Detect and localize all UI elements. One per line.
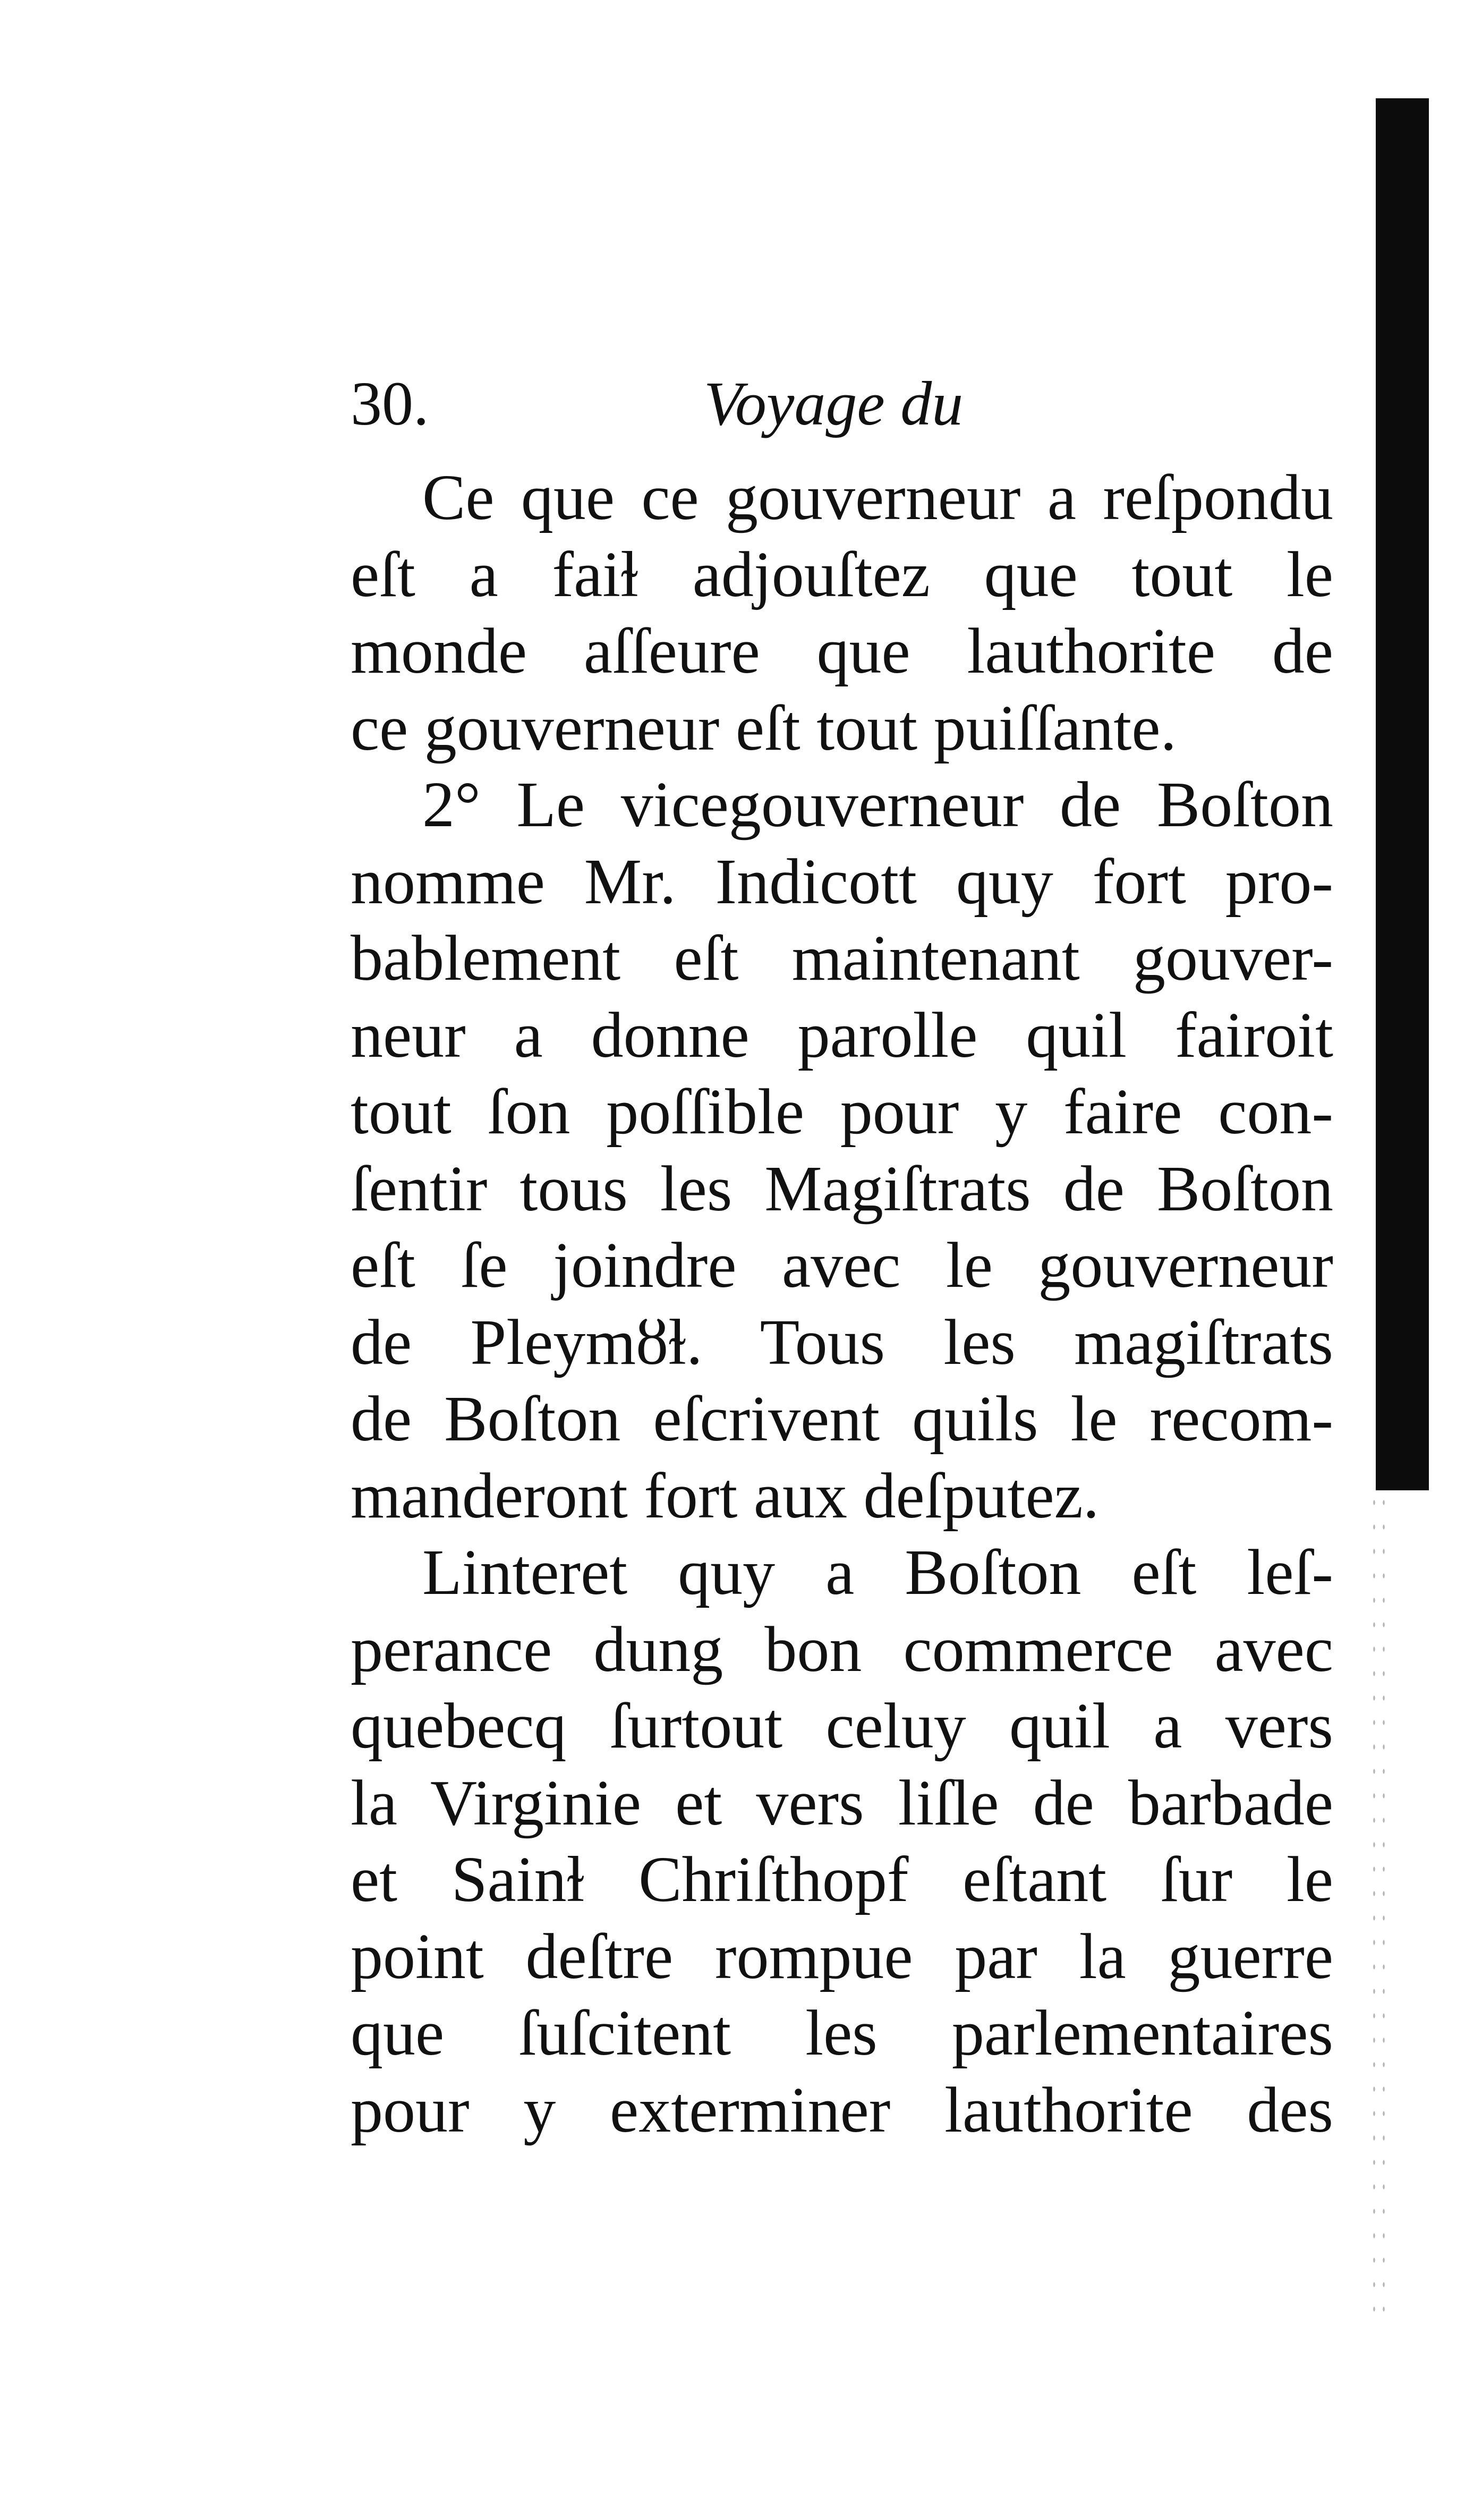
body-text [351, 460, 1333, 2149]
text-line: de Boſton eſcrivent quils le recom- [351, 1383, 1333, 1455]
text-line: monde aſſeure que lauthorite de [351, 615, 1333, 687]
page-number: 30. [351, 369, 429, 438]
text-line: quebecq ſurtout celuy quil a vers [351, 1690, 1333, 1762]
text-line: ce gouverneur eſt tout puiſſante. [351, 692, 1177, 764]
page-edge-shadow [1376, 98, 1429, 1490]
text-line: manderont fort aux deſputez. [351, 1460, 1100, 1532]
page-edge-specks [1369, 1490, 1391, 2330]
text-line: la Virginie et vers liſle de barbade [351, 1767, 1333, 1839]
text-line: ſentir tous les Magiſtrats de Boſton [351, 1152, 1333, 1225]
text-line: tout ſon poſſible pour y faire con- [351, 1076, 1333, 1148]
text-line: eſt ſe joindre avec le gouverneur [351, 1229, 1333, 1301]
text-line: Ce que ce gouverneur a reſpondu [422, 462, 1333, 533]
text-line: eſt a faiɫ adjouſtez que tout le [351, 538, 1333, 610]
text-line: pour y exterminer lauthorite des [351, 2074, 1333, 2146]
page-header [351, 367, 1349, 441]
text-line: que ſuſcitent les parlementaires [351, 1997, 1333, 2069]
text-line: point deſtre rompue par la guerre [351, 1920, 1333, 1992]
text-line: et Sainɫ Chriſthopf eſtant ſur le [351, 1844, 1333, 1915]
text-line: Linteret quy a Boſton eſt leſ- [422, 1537, 1333, 1608]
running-head: Voyage du [704, 369, 964, 438]
text-line: de Pleymȣɫ. Tous les magiſtrats [351, 1306, 1333, 1378]
text-line: neur a donne parolle quil fairoit [351, 999, 1333, 1071]
text-line: nomme Mr. Indicott quy fort pro- [351, 845, 1333, 918]
text-line: perance dung bon commerce avec [351, 1613, 1333, 1685]
text-line: bablement eſt maintenant gouver- [351, 922, 1333, 994]
text-line: 2° Le vicegouverneur de Boſton [422, 769, 1333, 841]
